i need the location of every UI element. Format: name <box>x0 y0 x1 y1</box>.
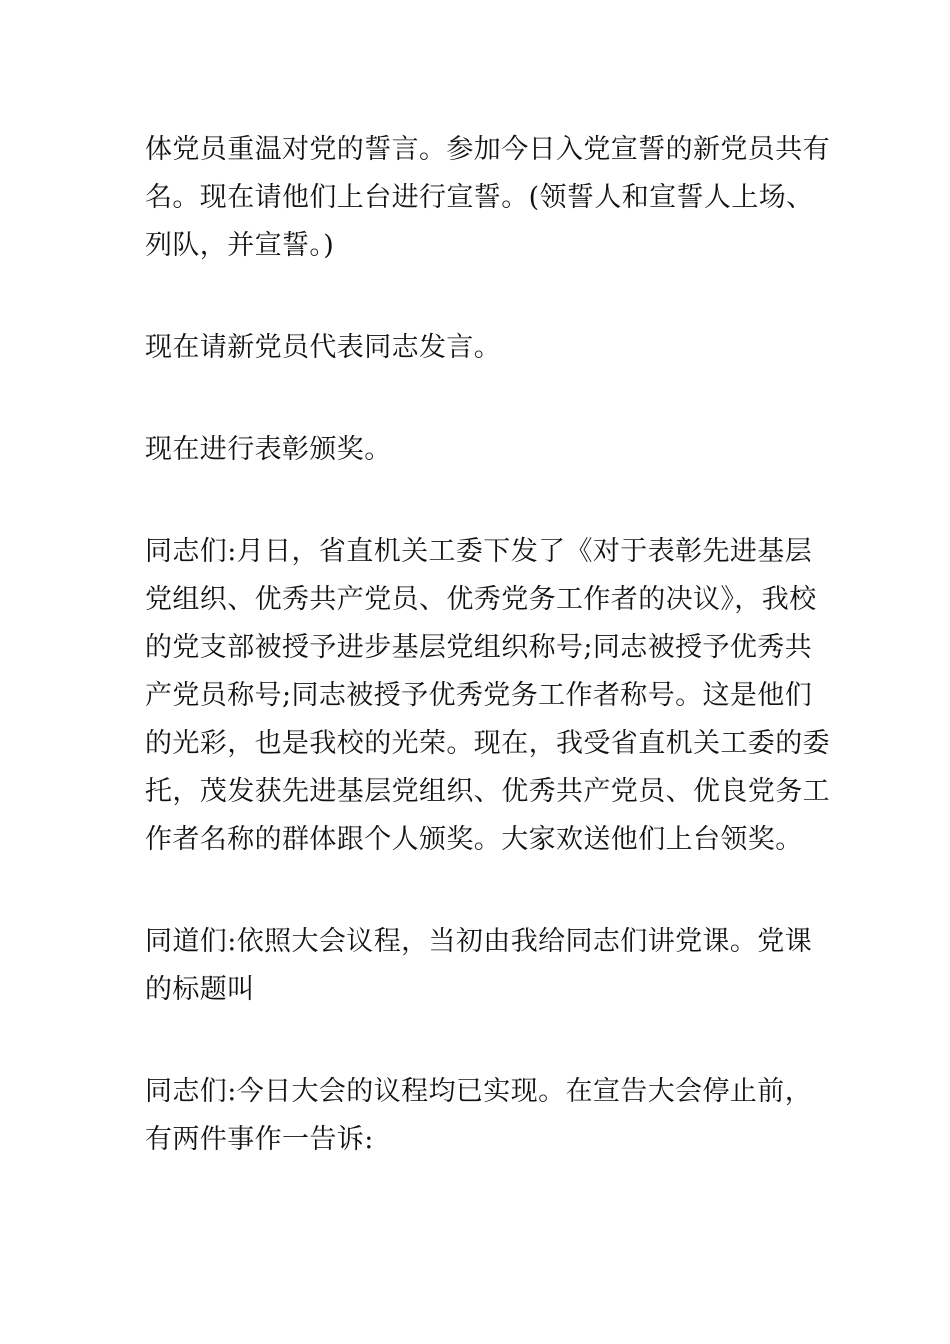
paragraph-awards-detail: 同志们:月日，省直机关工委下发了《对于表彰先进基层党组织、优秀共产党员、优秀党务工作者的决议》，我校的党支部被授予进步基层党组织称号;同志被授予优秀共产党员称号;同志被授予优秀党务工作者称号。这是他们的光彩，也是我校的光荣。现在，我受省直机关工委的委托，茂发获先进基层党组织、优秀共产党员、优良党务工作者名称的群体跟个人颁奖。大家欢送他们上台领奖。 <box>145 536 830 855</box>
paragraph-awards-intro: 现在进行表彰颁奖。 <box>145 434 392 465</box>
paragraph-closing: 同志们:今日大会的议程均已实现。在宣告大会停止前，有两件事作一告诉: <box>145 1076 813 1155</box>
document-body <box>145 126 835 1164</box>
paragraph-oath: 体党员重温对党的誓言。参加今日入党宣誓的新党员共有名。现在请他们上台进行宣誓。(领誓人和宣誓人上场、列队，并宣誓。) <box>145 134 830 261</box>
paragraph-new-member-speech: 现在请新党员代表同志发言。 <box>145 332 502 363</box>
paragraph-party-lesson: 同道们:依照大会议程，当初由我给同志们讲党课。党课的标题叫 <box>145 926 813 1005</box>
